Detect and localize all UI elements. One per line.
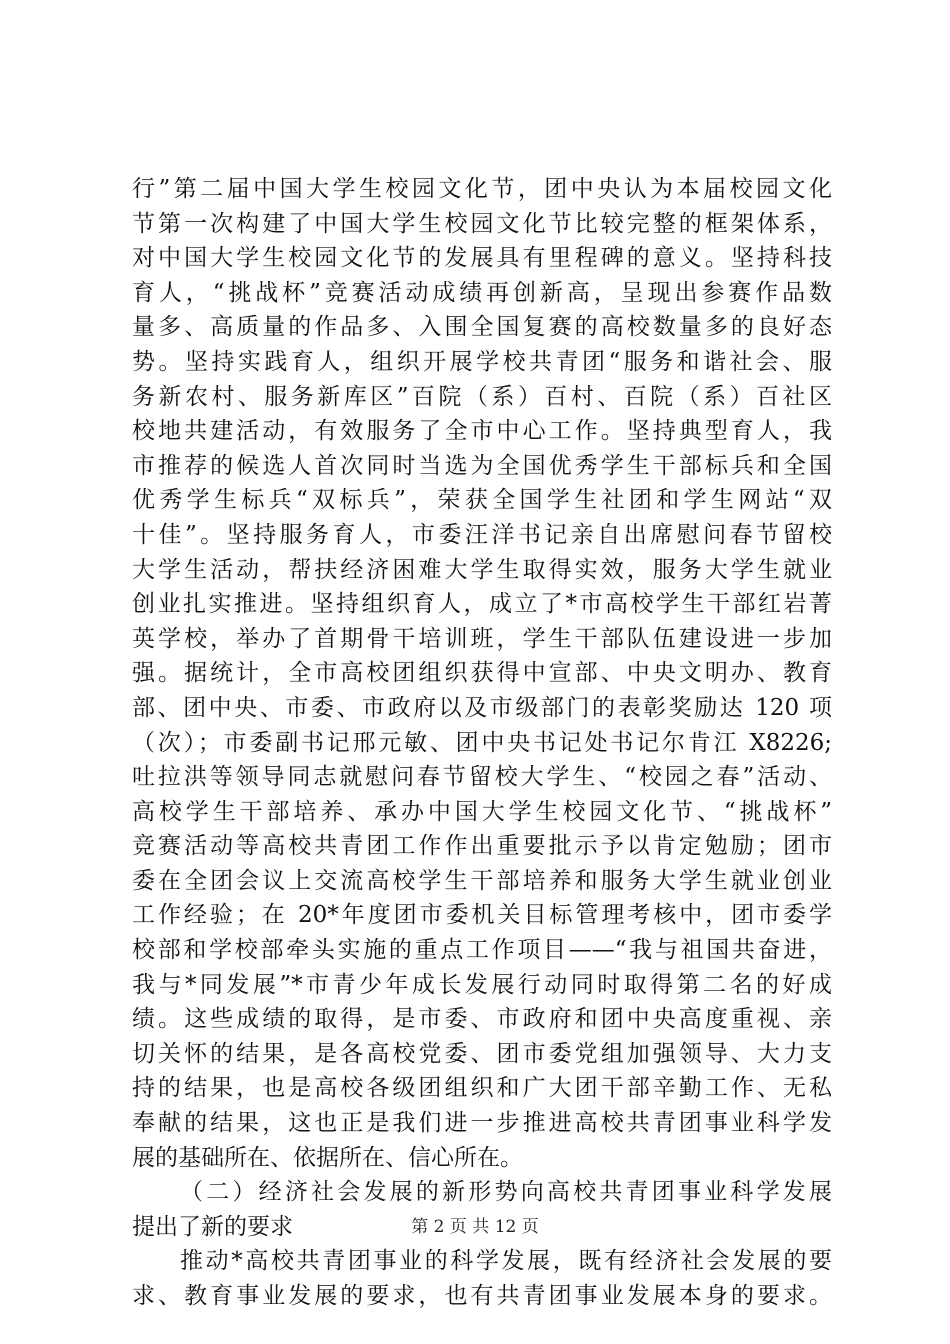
text-line: 绩。这些成绩的取得，是市委、市政府和团中央高度重视、亲 [132, 1006, 832, 1033]
text-line: 求、教育事业发展的要求，也有共青团事业发展本身的要求。 [132, 1283, 832, 1309]
text-line: 强。据统计，全市高校团组织获得中宣部、中央文明办、教育 [132, 660, 832, 687]
text-line: 英学校，举办了首期骨干培训班，学生干部队伍建设进一步加 [132, 625, 832, 652]
text-line: 吐拉洪等领导同志就慰问春节留校大学生、“校园之春”活动、 [132, 764, 832, 791]
text-line: 对中国大学生校园文化节的发展具有里程碑的意义。坚持科技 [132, 245, 832, 272]
body-text [132, 172, 832, 1314]
section-heading-line: 提出了新的要求 [132, 1213, 293, 1240]
section-heading-line: （二）经济社会发展的新形势向高校共青团事业科学发展 [180, 1179, 832, 1206]
text-line: 校部和学校部牵头实施的重点工作项目——“我与祖国共奋进， [132, 937, 832, 964]
text-line: 务新农村、服务新库区”百院（系）百村、百院（系）百社区 [132, 383, 832, 410]
text-line: 我与*同发展”*市青少年成长发展行动同时取得第二名的好成 [132, 971, 832, 998]
text-line: 势。坚持实践育人，组织开展学校共青团“服务和谐社会、服 [132, 348, 832, 375]
text-line: 持的结果，也是高校各级团组织和广大团干部辛勤工作、无私 [132, 1075, 832, 1102]
paragraph-first-line: 推动*高校共青团事业的科学发展，既有经济社会发展的要 [180, 1248, 832, 1275]
text-line: 育人，“挑战杯”竞赛活动成绩再创新高，呈现出参赛作品数 [132, 279, 832, 306]
text-line: 大学生活动，帮扶经济困难大学生取得实效，服务大学生就业 [132, 556, 832, 583]
text-line: 量多、高质量的作品多、入围全国复赛的高校数量多的良好态 [132, 314, 832, 341]
text-line: （次）；市委副书记邢元敏、团中央书记处书记尔肯江 X8226; [132, 729, 832, 756]
text-line: 切关怀的结果，是各高校党委、团市委党组加强领导、大力支 [132, 1040, 832, 1067]
text-line: 竞赛活动等高校共青团工作作出重要批示予以肯定勉励；团市 [132, 833, 832, 860]
text-line: 奉献的结果，这也正是我们进一步推进高校共青团事业科学发 [132, 1110, 832, 1137]
text-line: 创业扎实推进。坚持组织育人，成立了*市高校学生干部红岩菁 [132, 591, 832, 618]
text-line: 十佳”。坚持服务育人，市委汪洋书记亲自出席慰问春节留校 [132, 521, 832, 548]
text-line: 行”第二届中国大学生校园文化节，团中央认为本届校园文化 [132, 176, 832, 202]
text-line: 高校学生干部培养、承办中国大学生校园文化节、“挑战杯” [132, 798, 832, 825]
text-line: 市推荐的候选人首次同时当选为全国优秀学生干部标兵和全国 [132, 452, 832, 479]
text-line: 委在全团会议上交流高校学生干部培养和服务大学生就业创业 [132, 867, 832, 894]
text-line: 工作经验；在 20*年度团市委机关目标管理考核中，团市委学 [132, 902, 832, 929]
text-line: 校地共建活动，有效服务了全市中心工作。坚持典型育人，我 [132, 418, 832, 445]
paragraph-end-line: 展的基础所在、依据所在、信心所在。 [132, 1144, 523, 1171]
text-line: 节第一次构建了中国大学生校园文化节比较完整的框架体系， [132, 210, 832, 237]
page-footer: 第 2 页 共 12 页 [411, 1217, 539, 1237]
text-line: 部、团中央、市委、市政府以及市级部门的表彰奖励达 120 项 [132, 694, 832, 721]
text-line: 优秀学生标兵“双标兵”，荣获全国学生社团和学生网站“双 [132, 487, 832, 514]
